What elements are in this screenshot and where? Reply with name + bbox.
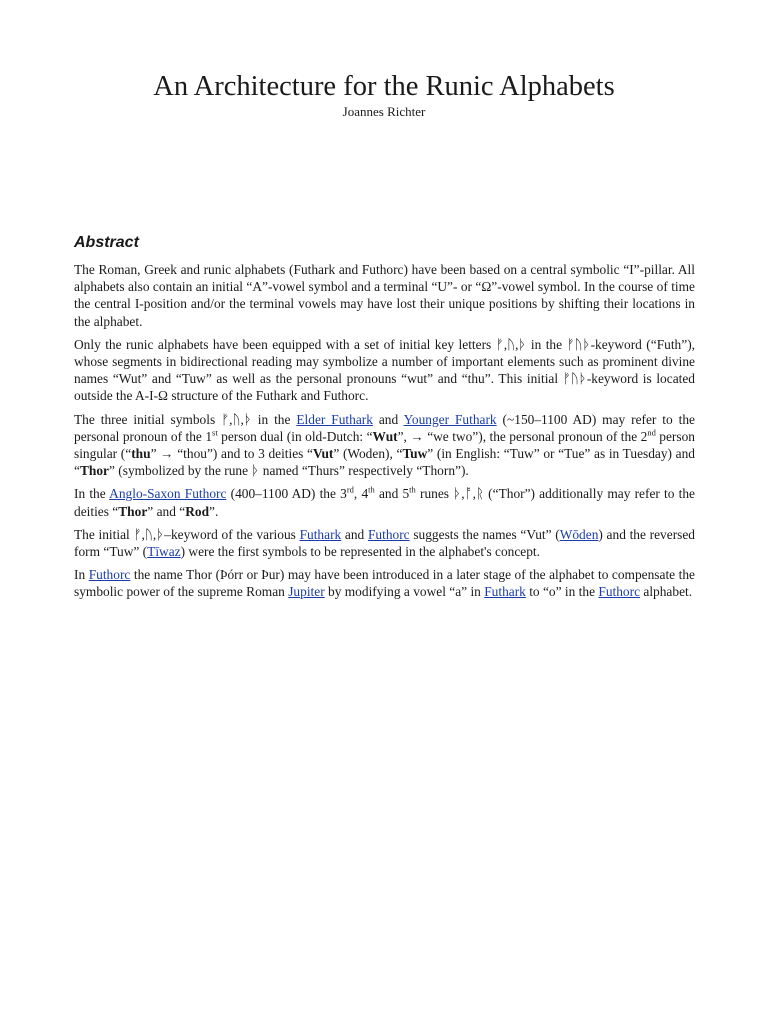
text-span: The initial ᚠ,ᚢ,ᚦ–keyword of the various: [74, 526, 300, 542]
superscript: nd: [647, 427, 656, 438]
text-span: ” (Woden), “: [333, 446, 403, 462]
paragraph-6: [74, 566, 695, 600]
abstract-body: [74, 261, 695, 607]
text-span: ” (in English: “Tuw” or “Tue” as in Tuesday) and “: [74, 446, 696, 479]
paragraph-1: The Roman, Greek and runic alphabets (Futhark and Futhorc) have been based on a central symbolic “I”-pillar. All alphabets also contain an initial “A”-vowel symbol and a terminal “U”- or “Ω”-vowel symbol. In the course of time the central I-position and/or the terminal vowels may have lost their unique positions by shifting their locations in the alphabet.: [74, 262, 695, 329]
link-anglo-saxon-futhorc[interactable]: Anglo-Saxon Futhorc: [109, 486, 227, 502]
text-span: runes ᚦ,ᚩ,ᚱ (“Thor”) additionally may refer to the deities “: [74, 486, 695, 519]
text-span: by modifying a vowel “a” in: [324, 584, 485, 600]
text-span: ) were the first symbols to be represented in the alphabet's concept.: [180, 544, 541, 560]
superscript: st: [212, 427, 218, 438]
link-futhorc[interactable]: Futhorc: [88, 567, 131, 583]
bold-term: Vut: [313, 446, 334, 462]
link-woden[interactable]: Wōden: [559, 526, 599, 542]
text-span: ” (symbolized by the rune ᚦ named “Thurs” respectively “Thorn”).: [108, 463, 469, 479]
bold-term: Tuw: [402, 446, 428, 462]
text-span: the name Thor (Þórr or Þur) may have been introduced in a later stage of the alphabet to compensate the symbolic power of the supreme Roman: [74, 567, 695, 600]
text-span: ” and “: [147, 503, 186, 519]
text-span: person dual (in old-Dutch: “: [217, 428, 373, 444]
text-span: In the: [74, 486, 110, 502]
paragraph-3: [74, 411, 695, 480]
link-younger-futhark[interactable]: Younger Futhark: [403, 411, 497, 427]
text-span: , 4: [353, 486, 369, 502]
link-futhark[interactable]: Futhark: [299, 526, 342, 542]
link-futhark[interactable]: Futhark: [484, 584, 526, 600]
text-span: to “o” in the: [525, 584, 599, 600]
bold-term: Rod: [185, 503, 210, 519]
text-span: (~150–1100 AD) may refer to the personal pronoun of the 1: [74, 411, 695, 444]
superscript: th: [368, 484, 375, 495]
text-span: and: [372, 411, 404, 427]
link-futhorc[interactable]: Futhorc: [367, 526, 410, 542]
abstract-heading: Abstract: [74, 234, 139, 251]
document-title: An Architecture for the Runic Alphabets: [153, 71, 615, 102]
text-span: and: [341, 526, 368, 542]
text-span: suggests the names “Vut” (: [409, 526, 560, 542]
text-span: ”.: [209, 503, 219, 519]
paragraph-4: [74, 485, 695, 519]
superscript: th: [409, 484, 416, 495]
text-span: The three initial symbols ᚠ,ᚢ,ᚦ in the: [74, 411, 297, 427]
bold-term: Wut: [372, 428, 398, 444]
author-name: Joannes Richter: [342, 104, 426, 119]
text-span: alphabet.: [640, 584, 693, 600]
link-tiwaz[interactable]: Tīwaz: [147, 544, 181, 560]
text-span: In: [74, 567, 89, 583]
bold-term: Thor: [79, 463, 109, 479]
link-jupiter[interactable]: Jupiter: [288, 584, 325, 600]
text-span: person singular (“: [74, 428, 695, 462]
paragraph-5: [74, 526, 695, 560]
text-span: ) and the reversed form “Tuw” (: [74, 526, 695, 560]
text-span: (400–1100 AD) the 3: [226, 486, 347, 502]
superscript: rd: [346, 484, 354, 495]
link-elder-futhark[interactable]: Elder Futhark: [296, 411, 373, 427]
bold-term: Thor: [118, 503, 148, 519]
paragraph-2: Only the runic alphabets have been equipped with a set of initial key letters ᚠ,ᚢ,ᚦ in the ᚠᚢᚦ-keyword (“Futh”), whose segments in bidirectional reading may symbolize a number of important elements such as prominent divine names “Wut” and “Tuw” as well as the personal pronouns “wut” and “thu”. This initial ᚠᚢᚦ-keyword is located outside the A-I-Ω structure of the Futhark and Futhorc.: [74, 336, 695, 404]
bold-term: thu: [131, 446, 151, 462]
text-span: ”, → “we two”), the personal pronoun of the 2: [397, 428, 648, 444]
link-futhorc[interactable]: Futhorc: [598, 584, 641, 600]
text-span: and 5: [374, 486, 410, 502]
text-span: ” → “thou”) and to 3 deities “: [150, 446, 313, 462]
